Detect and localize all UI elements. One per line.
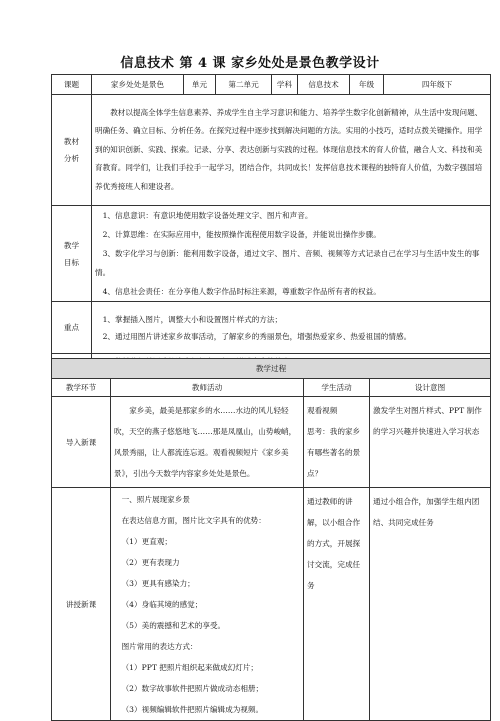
teacher-line: 图片常用的表达方式： (121, 642, 198, 651)
difficult-points-label: 难点 (52, 354, 92, 371)
key-point-item: 1、掌握插入图片，调整大小和设置图片样式的方法； (102, 314, 283, 324)
process-row-new-lesson (52, 488, 491, 721)
teacher-activity-intro (111, 397, 304, 488)
process-header-row (52, 379, 491, 397)
student-activity-text: 通过教师的讲解，以小组合作的方式，开展探讨交流，完成任务 (307, 497, 361, 590)
process-title: 教学过程 (52, 359, 491, 379)
design-intent-new-lesson (370, 488, 491, 721)
analysis-label: 教材 分析 (52, 95, 92, 206)
analysis-row (52, 95, 491, 206)
design-intent-text: 通过小组合作，加强学生组内团结、共同完成任务 (373, 497, 480, 527)
subject-value: 信息技术 (298, 75, 350, 95)
grade-value: 四年级下 (384, 75, 491, 95)
process-row-intro (52, 397, 491, 488)
unit-value: 第二单元 (216, 75, 272, 95)
teacher-activity-new-lesson (111, 488, 304, 721)
student-activity-new-lesson (304, 488, 370, 721)
key-point-item: 2、通过用图片讲述家乡故事活动，了解家乡的秀丽景色，增强热爱家乡、热爱祖国的情感。 (102, 331, 412, 341)
goal-item: 4、信息社会责任：在分享他人数字作品时标注来源，尊重数字作品所有者的权益。 (102, 287, 381, 296)
teacher-line: （1）更直观； (121, 537, 172, 546)
student-activity-intro (304, 397, 370, 488)
key-points-cell (92, 302, 491, 354)
teacher-line: （1）PPT 把照片组织起来做成幻灯片； (121, 663, 259, 672)
unit-label: 单元 (184, 75, 216, 95)
grade-label: 年级 (350, 75, 384, 95)
topic-row (52, 75, 491, 95)
stage-new-lesson: 讲授新课 (52, 488, 111, 721)
header-stage: 教学环节 (52, 379, 111, 397)
difficult-point-text: 1、能够将相关图片按次序组织在一起，讲述家乡的故事。 (102, 357, 298, 366)
teacher-line: （4）身临其境的感觉； (121, 600, 203, 609)
key-points-label: 重点 (52, 302, 92, 354)
teacher-line: 在表达信息方面，图片比文字具有的优势： (121, 516, 266, 525)
key-points-row (52, 302, 491, 354)
analysis-cell (92, 95, 491, 206)
goal-item: 3、数字化学习与创新：能利用数字设备，通过文字、图片、音频、视频等方式记录自己在学习与生活中发生的事情。 (95, 249, 480, 277)
topic-label: 课题 (52, 75, 92, 95)
goals-label: 教学 目标 (52, 206, 92, 302)
lesson-info-table (51, 74, 491, 371)
header-design-intent: 设计意图 (370, 379, 491, 397)
subject-label: 学科 (272, 75, 298, 95)
teacher-activity-text: 家乡美，最美是那家乡的水……水边的风儿轻轻吹，天空的燕子悠悠地飞……那是凤凰山，山势峻峭，风景秀丽，让人都流连忘返。观看视频短片《家乡美景》，引出今天数学内容家乡处处是景色。 (114, 406, 297, 478)
goal-item: 1、信息意识：有意识地使用数字设备处理文字、图片和声音。 (102, 211, 313, 220)
teaching-process-table (51, 358, 491, 721)
topic-value: 家乡处处是景色 (92, 75, 184, 95)
teacher-line: （2）数字故事软件把照片做成动态相册； (121, 684, 264, 693)
analysis-text: 教材以提高全体学生信息素养、养成学生自主学习意识和能力、培养学生数字化创新精神，从生活中发现问题、明确任务、确立目标、分析任务。在探究过程中逐步找到解决问题的方法。实用的小技巧，适时点拨关键操作。用学到的知识创新、实践、探索。记录、分享、表达创新与实践的过程。体现信息技术的育人价值，融合人文、科技和美育教育。同学们，让我们手拉手一起学习，团结合作，共同成长！发挥信息技术课程的独特育人价值，为数字强国培养优秀接班人和建设者。 (95, 107, 483, 191)
teacher-line: （3）视频编辑软件把照片编辑成为视频。 (121, 705, 264, 714)
goal-item: 2、计算思维：在实际应用中，能按照操作流程使用数字设备，并能说出操作步骤。 (102, 230, 381, 239)
student-activity-text: 观看视频 思考：我的家乡有哪些著名的景点？ (307, 406, 361, 478)
stage-intro: 导入新课 (52, 397, 111, 488)
design-intent-text: 激发学生对图片样式、PPT 制作的学习兴趣并快速进入学习状态 (373, 406, 482, 436)
header-teacher-activity: 教师活动 (111, 379, 304, 397)
header-student-activity: 学生活动 (304, 379, 370, 397)
teacher-line: （2）更有表现力 (121, 558, 180, 567)
design-intent-intro (370, 397, 491, 488)
teacher-line: （5）美的震撼和艺术的享受。 (121, 621, 226, 630)
process-title-row (52, 359, 491, 379)
teacher-line: （3）更具有感染力； (121, 579, 195, 588)
goals-cell (92, 206, 491, 302)
goals-row (52, 206, 491, 302)
document-title: 信息技术 第 4 课 家乡处处是景色教学设计 (120, 56, 380, 71)
teacher-line: 一、照片展现家乡景 (121, 495, 190, 504)
